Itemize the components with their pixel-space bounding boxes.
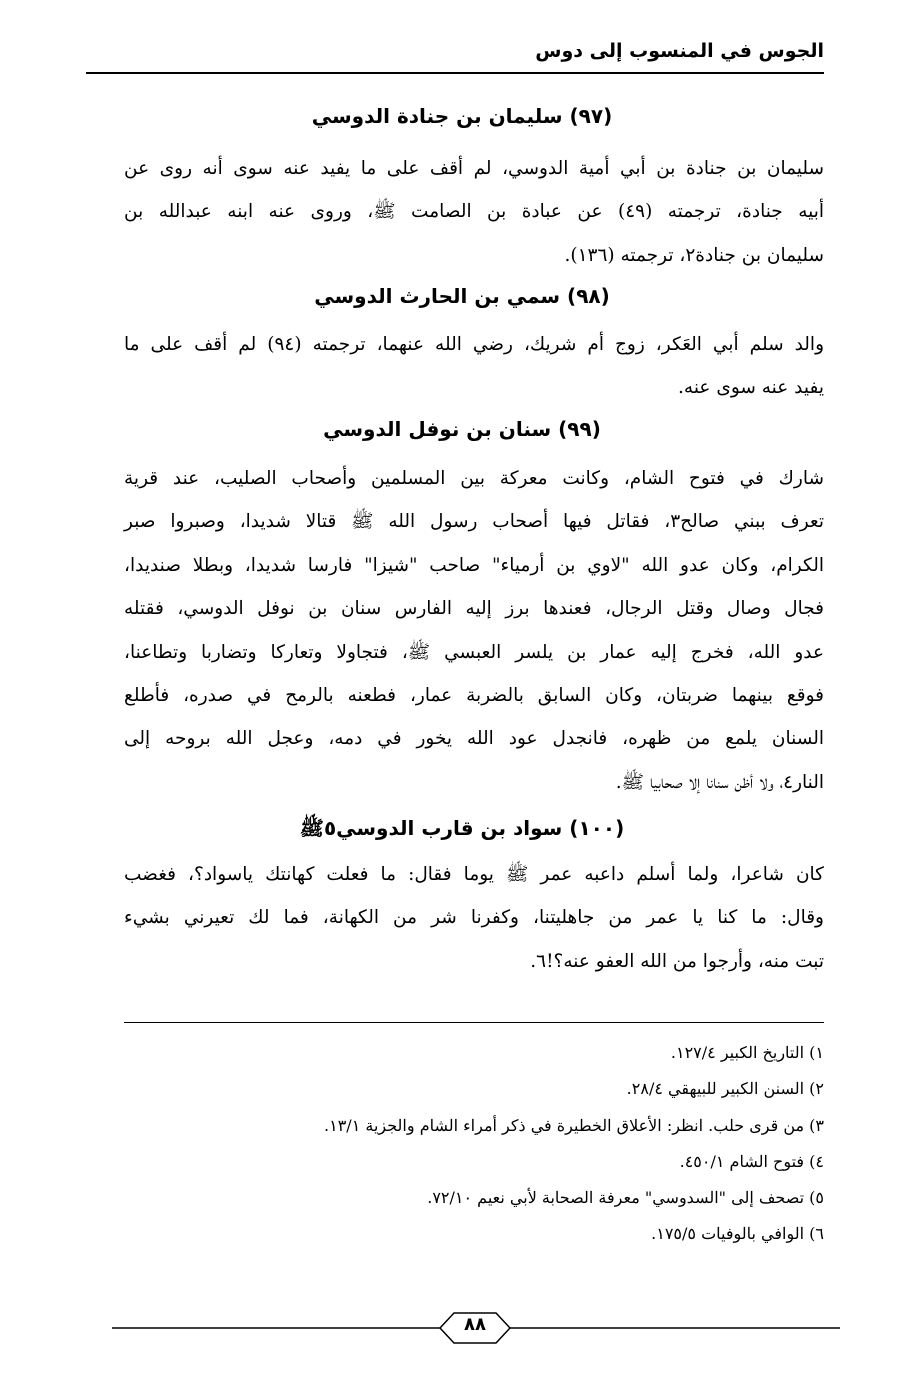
footnote-1: ١) التاريخ الكبير ١٢٧/٤.	[670, 1043, 824, 1062]
entry-body-97	[124, 147, 824, 277]
entry-body-98	[124, 323, 824, 410]
body-line: الكرام، وكان عدو الله "لاوي بن أرمياء" صاحب "شيزا" فارسا شديدا، وبطلا صنديدا،	[124, 554, 824, 576]
body-line: تبت منه، وأرجوا من الله العفو عنه؟!٦.	[530, 950, 824, 972]
body-line: عدو الله، فخرج إليه عمار بن يلسر العبسي ﷺ، فتجاولا وتعاركا وتضاربا وتطاعنا،	[124, 641, 824, 663]
body-line: كان شاعرا، ولما أسلم داعبه عمر ﷺ يوما فقال: ما فعلت كهانتك ياسواد؟، فغضب	[124, 864, 824, 885]
footnote-rule	[124, 1022, 824, 1023]
body-line: والد سلم أبي العَكر، زوج أم شريك، رضي الله عنهما، ترجمته (٩٤) لم أقف على ما	[124, 334, 825, 355]
body-line: شارك في فتوح الشام، وكانت معركة بين المسلمين وأصحاب الصليب، عند قرية	[124, 468, 824, 489]
entry-body-100	[124, 853, 824, 983]
entry-heading-99: (٩٩) سنان بن نوفل الدوسي	[323, 417, 601, 441]
footnote-6: ٦) الوافي بالوفيات ١٧٥/٥.	[651, 1224, 824, 1244]
footnote-4: ٤) فتوح الشام ٤٥٠/١.	[679, 1151, 824, 1171]
header-rule	[86, 72, 824, 74]
footnote-3: ٣) من قرى حلب. انظر: الأعلاق الخطيرة في ذكر أمراء الشام والجزية ١٣/١.	[324, 1115, 824, 1135]
entry-heading-97: (٩٧) سليمان بن جنادة الدوسي	[311, 104, 613, 128]
page-number: ٨٨	[464, 1314, 486, 1335]
body-line: تعرف ببني صالح٣، فقاتل فيها أصحاب رسول الله ﷺ قتالا شديدا، وصبروا صبر	[124, 511, 824, 533]
body-line: وقال: ما كنا يا عمر من جاهليتنا، وكفرنا شر من الكهانة، فما لك تعيرني بشيء	[124, 907, 824, 929]
body-line: فوقع بينهما ضربتان، وكان السابق بالضربة عمار، فطعنه بالرمح في صدره، فأطلع	[124, 684, 824, 706]
body-line: السنان يلمع من ظهره، فانجدل عود الله يخور في دمه، وعجل الله بروحه إلى	[124, 728, 824, 750]
entry-heading-100: (١٠٠) سواد بن قارب الدوسي٥ﷺ	[299, 816, 625, 840]
footnote-5: ٥) تصحف إلى "السدوسي" معرفة الصحابة لأبي نعيم ٧٢/١٠.	[427, 1188, 824, 1208]
footnotes	[124, 1035, 824, 1253]
entry-body-99	[124, 457, 824, 804]
body-line: سليمان بن جنادة٢، ترجمته (١٣٦).	[564, 244, 824, 266]
running-head: الجوس في المنسوب إلى دوس	[535, 40, 824, 62]
entry-heading-98: (٩٨) سمي بن الحارث الدوسي	[314, 284, 610, 308]
body-line: سليمان بن جنادة بن أبي أمية الدوسي، لم أقف على ما يفيد عنه سوى أنه روى عن	[124, 158, 824, 179]
body-line: النار٤، ولا أظن سنانا إلا صحابيا ﷺ.	[615, 771, 824, 793]
body-line: أبيه جنادة، ترجمته (٤٩) عن عبادة بن الصامت ﷺ، وروى عنه ابنه عبدالله بن	[124, 201, 824, 223]
footnote-2: ٢) السنن الكبير للبيهقي ٢٨/٤.	[626, 1079, 824, 1099]
body-line: يفيد عنه سوى عنه.	[678, 377, 824, 399]
page-number-ornament	[0, 1308, 924, 1348]
body-line: فجال وصال وقتل الرجال، فعندها برز إليه الفارس سنان بن نوفل الدوسي، فقتله	[124, 598, 824, 620]
